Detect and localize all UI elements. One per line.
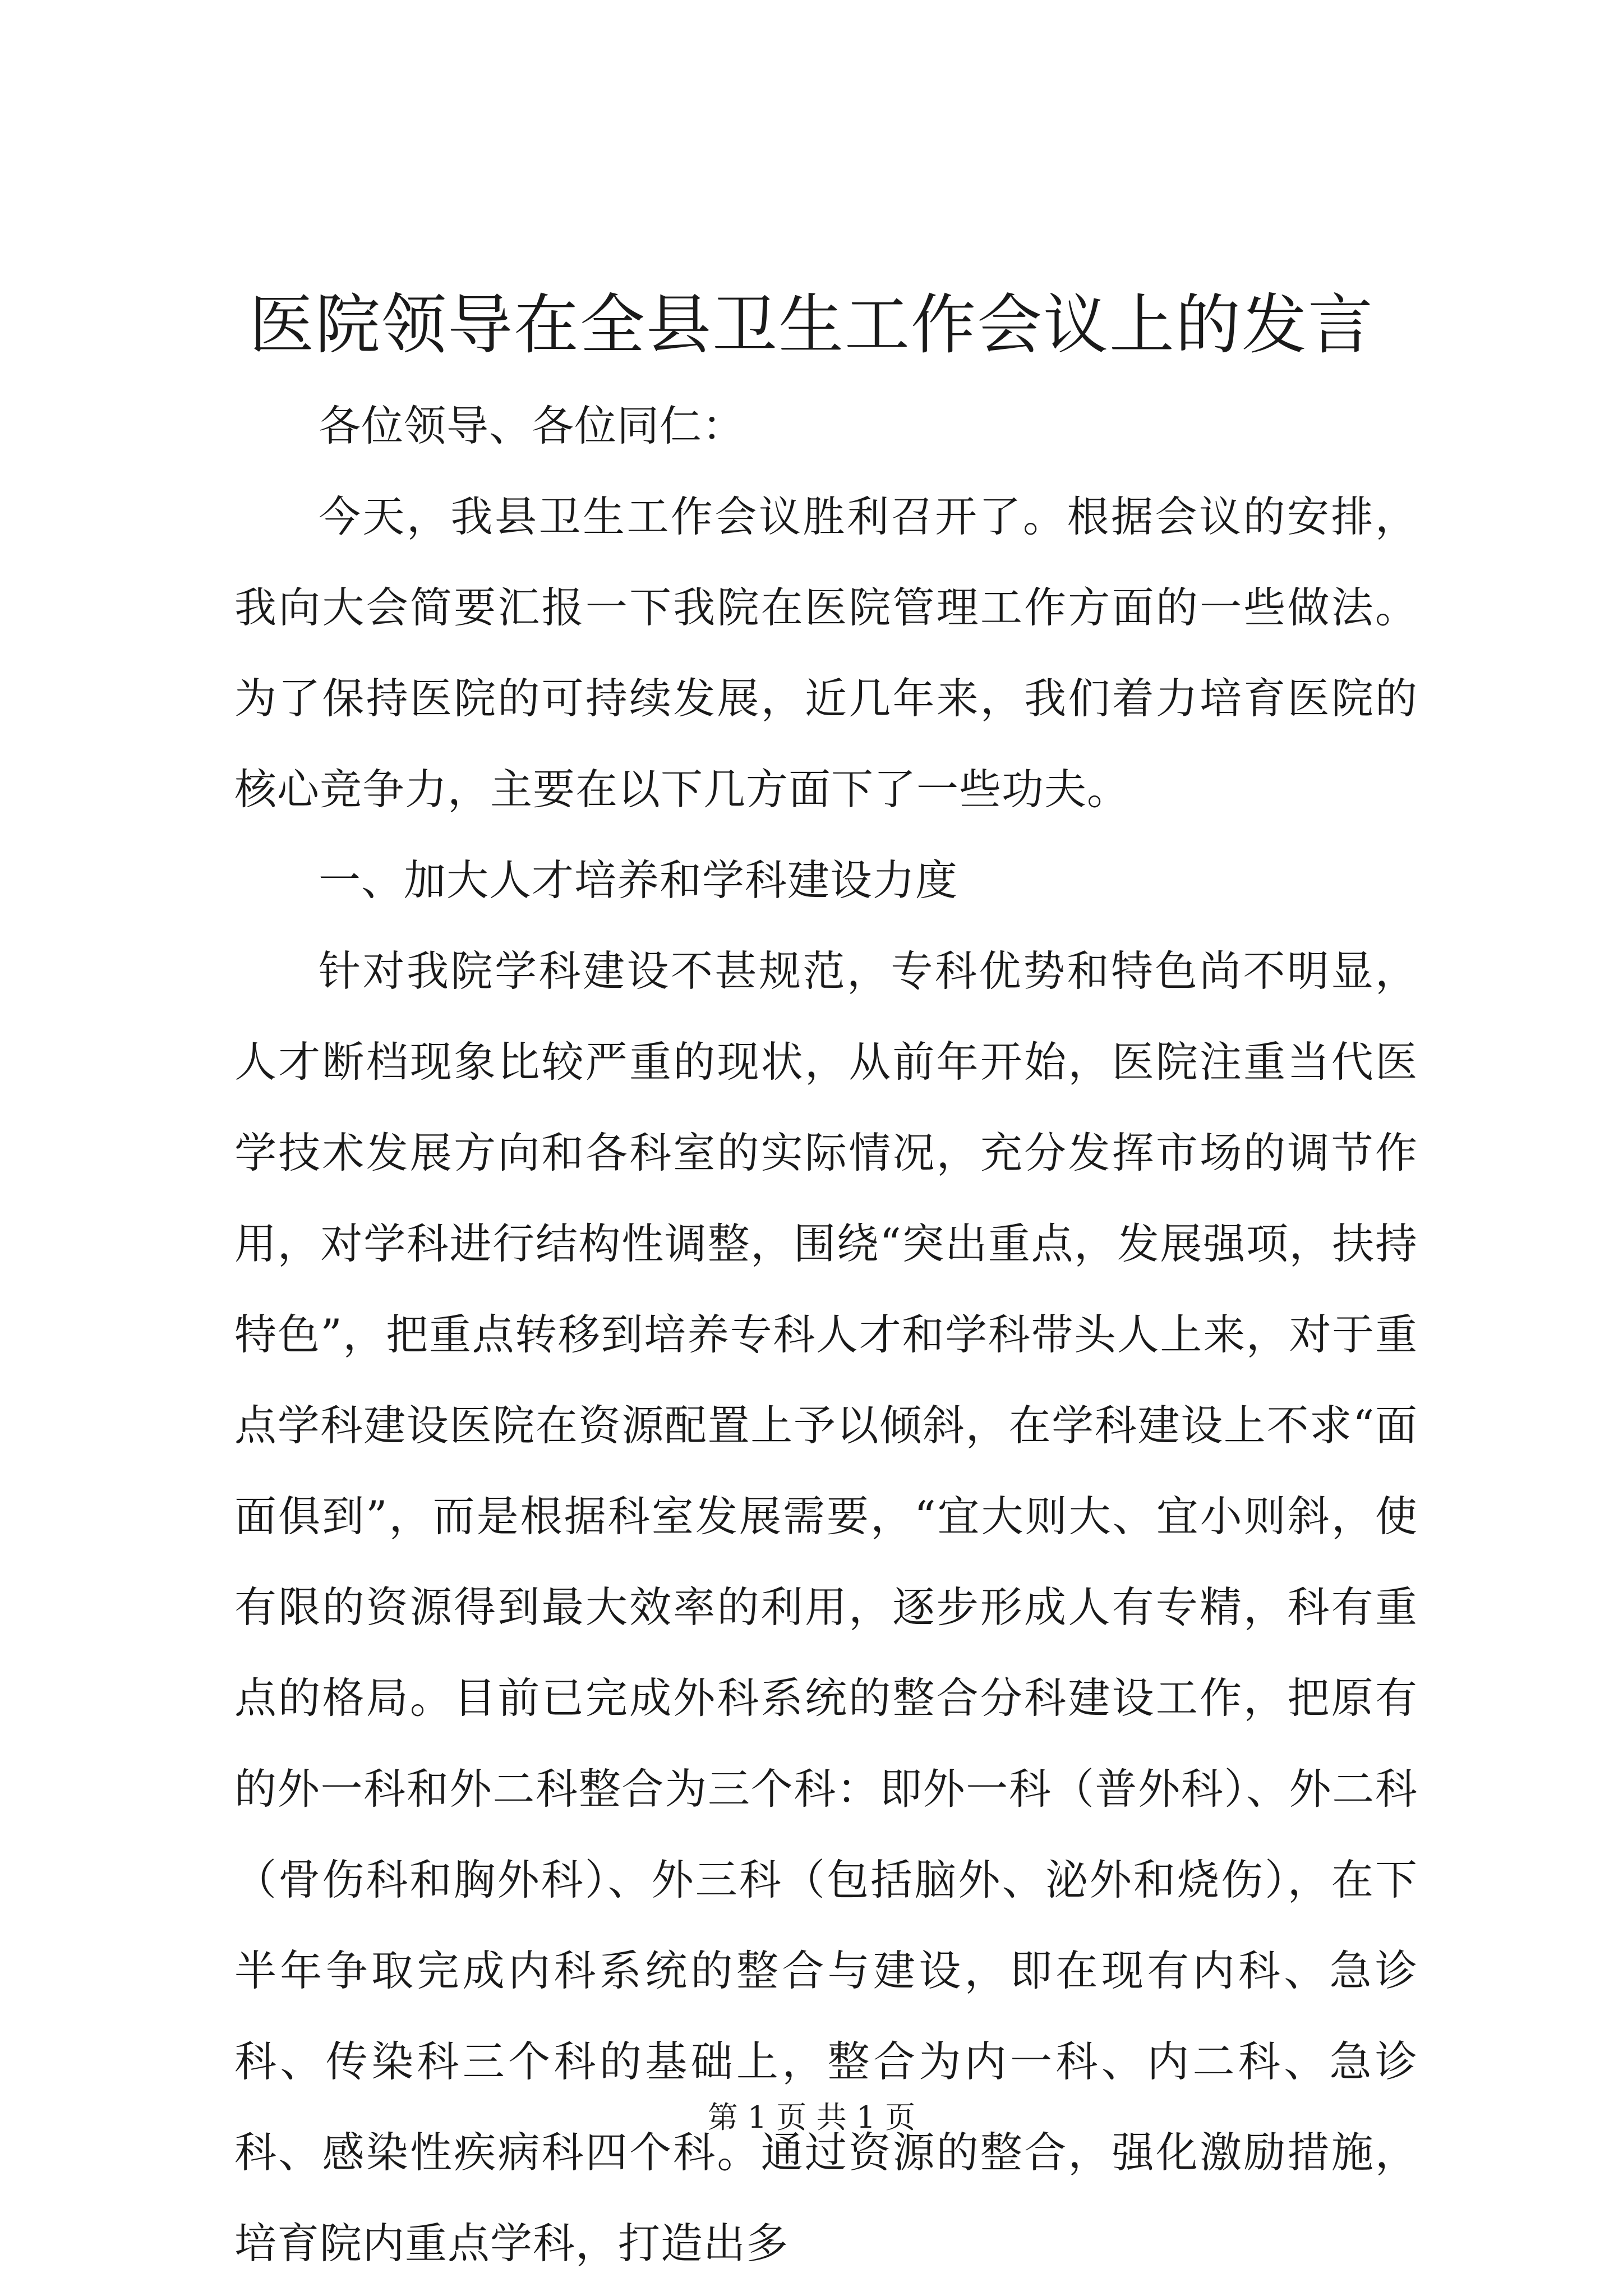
salutation-paragraph: 各位领导、各位同仁： — [319, 401, 745, 450]
page-number-footer: 第 1 页 共 1 页 — [707, 2100, 916, 2135]
document-body — [234, 380, 1418, 2289]
section-body-paragraph: 针对我院学科建设不甚规范，专科优势和特色尚不明显，人才断档现象比较严重的现状，从前年开始，医院注重当代医学技术发展方向和各科室的实际情况，充分发挥市场的调节作用，对学科进行结构性调整，围绕“突出重点，发展强项，扶持特色”，把重点转移到培养专科人才和学科带头人上来，对于重点学科建设医院在资源配置上予以倾斜，在学科建设上不求“面面俱到”，而是根据科室发展需要，“宜大则大、宜小则斜，使有限的资源得到最大效率的利用，逐步形成人有专精，科有重点的格局。目前已完成外科系统的整合分科建设工作，把原有的外一科和外二科整合为三个科：即外一科（普外科）、外二科（骨伤科和胸外科）、外三科（包括脑外、泌外和烧伤），在下半年争取完成内科系统的整合与建设，即在现有内科、急诊科、传染科三个科的基础上，整合为内一科、内二科、急诊科、感染性疾病科四个科。通过资源的整合，强化激励措施，培育院内重点学科，打造出多 — [234, 946, 1418, 2268]
section-heading: 一、加大人才培养和学科建设力度 — [319, 855, 958, 905]
document-title: 医院领导在全县卫生工作会议上的发言 — [249, 287, 1374, 363]
intro-paragraph: 今天，我县卫生工作会议胜利召开了。根据会议的安排，我向大会简要汇报一下我院在医院管理工作方面的一些做法。为了保持医院的可持续发展，近几年来，我们着力培育医院的核心竞争力，主要在以下几方面下了一些功夫。 — [234, 492, 1418, 814]
